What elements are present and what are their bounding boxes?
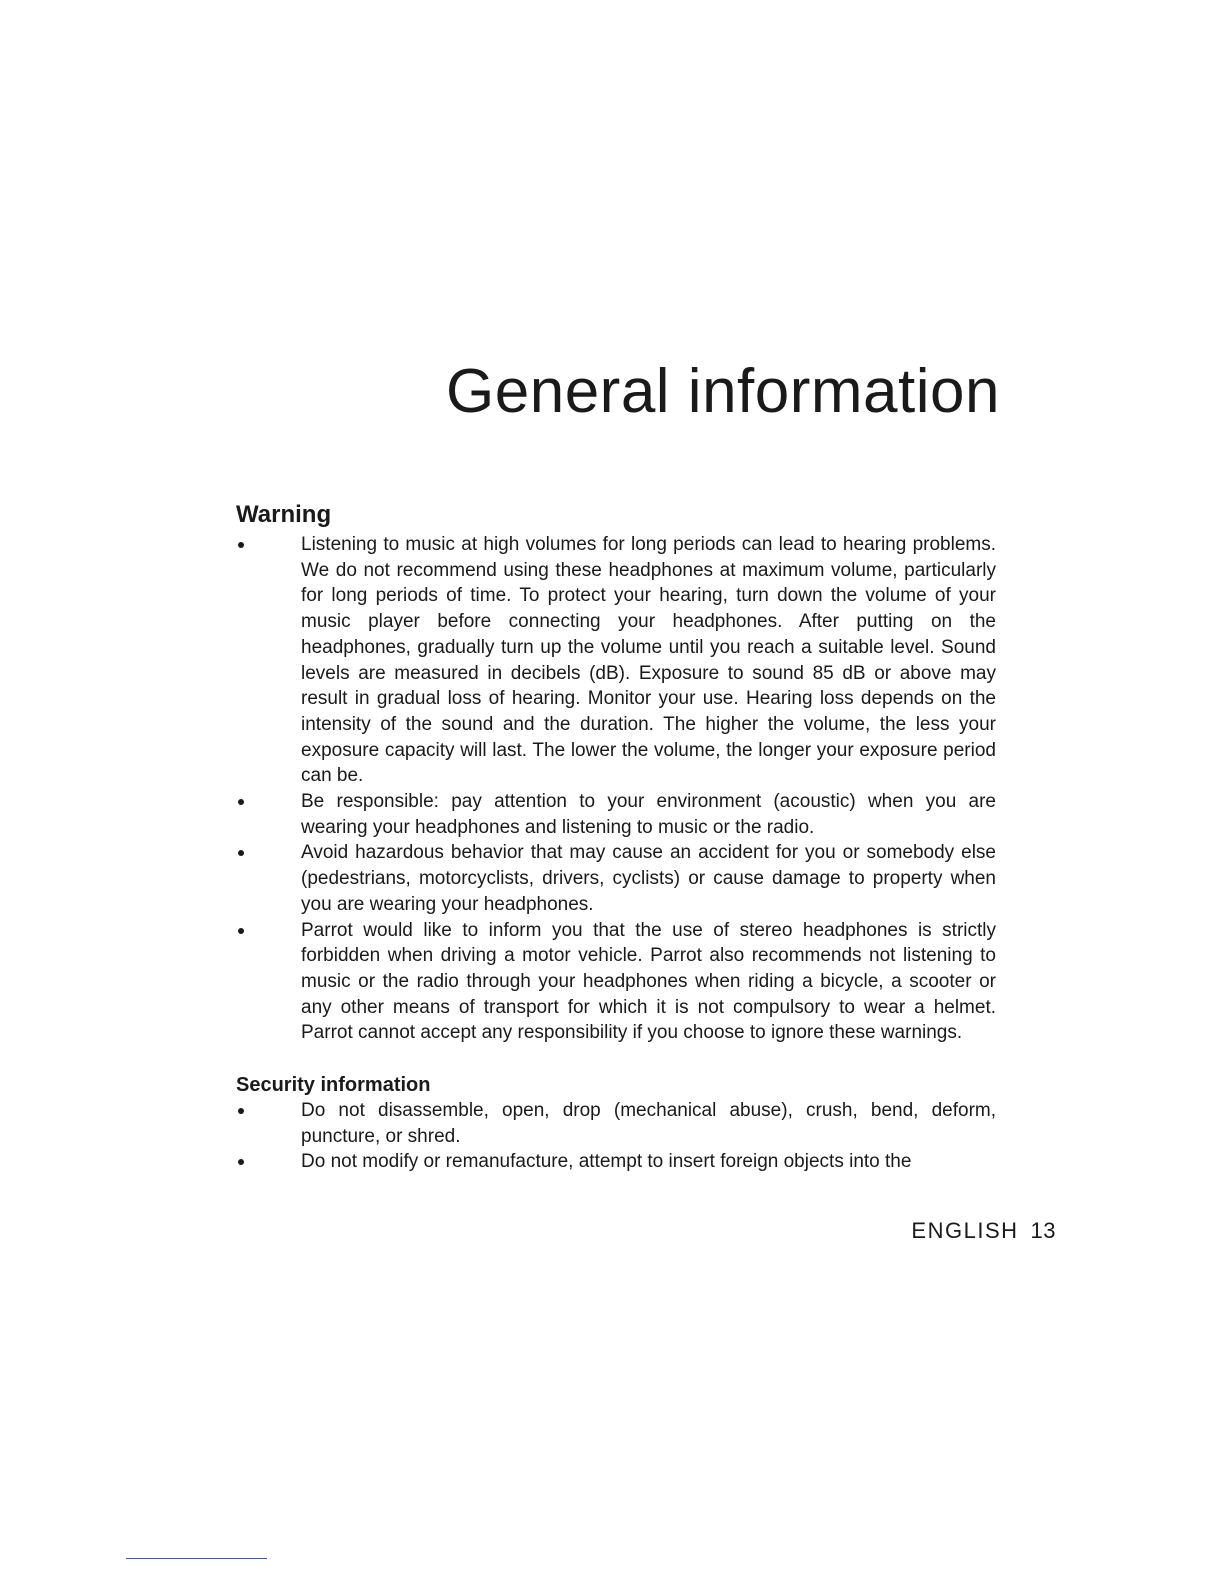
- warning-item-text: Be responsible: pay attention to your environment (acoustic) when you are wearing your headphones and listening to music or the radio.: [301, 791, 996, 838]
- footer-language: ENGLISH: [911, 1218, 1019, 1243]
- warning-item: [236, 840, 996, 917]
- security-item-text: Do not modify or remanufacture, attempt to insert foreign objects into the: [301, 1151, 912, 1173]
- security-item: [236, 1149, 996, 1175]
- bullet-icon: [238, 928, 244, 934]
- bullet-icon: [238, 1159, 244, 1165]
- page-footer: [911, 1218, 1056, 1244]
- page-content: [236, 500, 996, 1175]
- security-list: [236, 1098, 996, 1175]
- warning-item-text: Avoid hazardous behavior that may cause an accident for you or somebody else (pedestrians, motorcyclists, drivers, cyclists) or cause damage to property when you are wearing your headphones.: [301, 842, 996, 915]
- security-item: [236, 1098, 996, 1149]
- page-number: 13: [1030, 1218, 1056, 1243]
- security-item-text: Do not disassemble, open, drop (mechanical abuse), crush, bend, deform, puncture, or shred.: [301, 1100, 996, 1147]
- warning-item-text: Parrot would like to inform you that the use of stereo headphones is strictly forbidden when driving a motor vehicle. Parrot also recommends not listening to music or the radio through your headphones when riding a bicycle, a scooter or any other means of transport for which it is not compulsory to wear a helmet. Parrot cannot accept any responsibility if you choose to ignore these warnings.: [301, 919, 996, 1044]
- bullet-icon: [238, 542, 244, 548]
- bullet-icon: [238, 1108, 244, 1114]
- bottom-rule: [126, 1558, 267, 1559]
- warning-list: [236, 532, 996, 1046]
- page-title: General information: [446, 357, 1000, 426]
- bullet-icon: [238, 850, 244, 856]
- security-heading: Security information: [236, 1074, 431, 1097]
- warning-item-text: Listening to music at high volumes for long periods can lead to hearing problems. We do not recommend using these headphones at maximum volume, particularly for long periods of time. To protect your hearing, turn down the volume of your music player before connecting your headphones. After putting on the headphones, gradually turn up the volume until you reach a suitable level. Sound levels are measured in decibels (dB). Exposure to sound 85 dB or above may result in gradual loss of hearing. Monitor your use. Hearing loss depends on the intensity of the sound and the duration. The higher the volume, the less your exposure capacity will last. The lower the volume, the longer your exposure period can be.: [301, 534, 996, 787]
- warning-heading: Warning: [236, 501, 332, 528]
- warning-item: [236, 918, 996, 1047]
- warning-item: [236, 532, 996, 789]
- warning-item: [236, 789, 996, 840]
- bullet-icon: [238, 799, 244, 805]
